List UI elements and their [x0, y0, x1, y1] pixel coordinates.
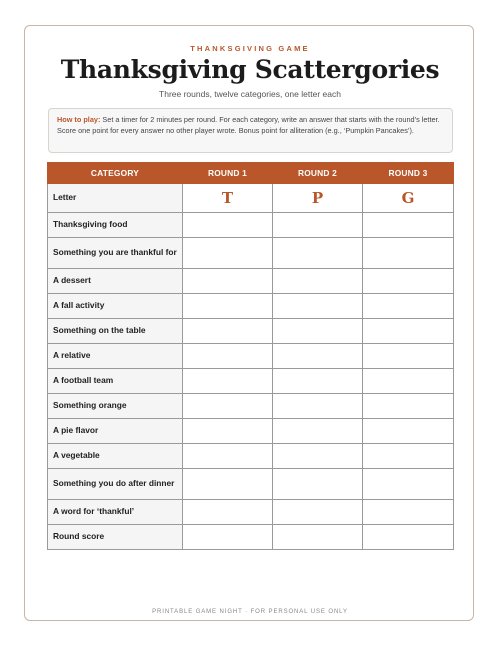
answer-cell[interactable]: [183, 419, 273, 444]
answer-cell[interactable]: [273, 369, 363, 394]
answer-cell[interactable]: [363, 294, 454, 319]
answer-cell[interactable]: [273, 269, 363, 294]
answer-cell[interactable]: [363, 394, 454, 419]
table-row: [48, 444, 454, 469]
answer-cell[interactable]: [183, 269, 273, 294]
how-to-play-label: How to play:: [57, 115, 101, 124]
answer-cell[interactable]: [363, 344, 454, 369]
answer-cell[interactable]: [363, 213, 454, 238]
round-1-letter: T: [183, 184, 273, 213]
header-category: CATEGORY: [48, 163, 183, 184]
page-title: Thanksgiving Scattergories: [60, 55, 440, 84]
answer-cell[interactable]: [273, 394, 363, 419]
header-round-2: ROUND 2: [273, 163, 363, 184]
answer-cell[interactable]: [273, 319, 363, 344]
category-label: Something on the table: [48, 319, 183, 344]
category-label: A word for ‘thankful’: [48, 500, 183, 525]
header-round-3: ROUND 3: [363, 163, 454, 184]
answer-cell[interactable]: [273, 213, 363, 238]
answer-cell[interactable]: [183, 500, 273, 525]
category-label: Something orange: [48, 394, 183, 419]
score-cell[interactable]: [273, 525, 363, 550]
letter-row: [48, 184, 454, 213]
score-cell[interactable]: [363, 525, 454, 550]
round-3-letter: G: [363, 184, 454, 213]
letter-row-label: Letter: [48, 184, 183, 213]
answer-cell[interactable]: [183, 213, 273, 238]
footer-note: PRINTABLE GAME NIGHT · FOR PERSONAL USE ONLY: [152, 609, 348, 615]
answer-cell[interactable]: [183, 344, 273, 369]
answer-cell[interactable]: [363, 369, 454, 394]
round-2-letter: P: [273, 184, 363, 213]
answer-cell[interactable]: [183, 394, 273, 419]
table-row: [48, 500, 454, 525]
answer-cell[interactable]: [363, 500, 454, 525]
answer-cell[interactable]: [183, 369, 273, 394]
answer-cell[interactable]: [183, 469, 273, 500]
answer-cell[interactable]: [363, 469, 454, 500]
table-row: [48, 394, 454, 419]
answer-cell[interactable]: [273, 469, 363, 500]
answer-cell[interactable]: [183, 238, 273, 269]
table-row: [48, 469, 454, 500]
answer-cell[interactable]: [363, 419, 454, 444]
table-row: [48, 369, 454, 394]
answer-cell[interactable]: [273, 500, 363, 525]
page-subtitle: Three rounds, twelve categories, one letter each: [159, 89, 341, 99]
category-label: A dessert: [48, 269, 183, 294]
answer-cell[interactable]: [273, 294, 363, 319]
answer-cell[interactable]: [273, 344, 363, 369]
how-to-play-box: [48, 108, 453, 153]
table-header-row: [48, 163, 454, 184]
how-to-play-text: Set a timer for 2 minutes per round. For each category, write an answer that starts with the round’s letter. Score one point for every answer no other player wrote. Bonus point for alliteration (e.g., ‘Pumpkin Pancakes’).: [57, 115, 440, 135]
header-round-1: ROUND 1: [183, 163, 273, 184]
answer-cell[interactable]: [363, 269, 454, 294]
answer-cell[interactable]: [183, 444, 273, 469]
category-label: Something you are thankful for: [48, 238, 183, 269]
answer-cell[interactable]: [183, 319, 273, 344]
round-score-row: [48, 525, 454, 550]
score-cell[interactable]: [183, 525, 273, 550]
category-label: A pie flavor: [48, 419, 183, 444]
category-label: A relative: [48, 344, 183, 369]
table-row: [48, 269, 454, 294]
answer-cell[interactable]: [273, 444, 363, 469]
answer-cell[interactable]: [363, 238, 454, 269]
table-row: [48, 294, 454, 319]
category-label: Something you do after dinner: [48, 469, 183, 500]
category-label: A fall activity: [48, 294, 183, 319]
category-label: Thanksgiving food: [48, 213, 183, 238]
table-row: [48, 419, 454, 444]
answer-cell[interactable]: [183, 294, 273, 319]
table-row: [48, 213, 454, 238]
answer-cell[interactable]: [363, 319, 454, 344]
answer-cell[interactable]: [273, 238, 363, 269]
category-label: A vegetable: [48, 444, 183, 469]
table-row: [48, 238, 454, 269]
table-row: [48, 344, 454, 369]
scorecard-table: [47, 162, 454, 550]
round-score-label: Round score: [48, 525, 183, 550]
kicker-label: THANKSGIVING GAME: [190, 44, 310, 53]
answer-cell[interactable]: [273, 419, 363, 444]
category-label: A football team: [48, 369, 183, 394]
answer-cell[interactable]: [363, 444, 454, 469]
table-row: [48, 319, 454, 344]
